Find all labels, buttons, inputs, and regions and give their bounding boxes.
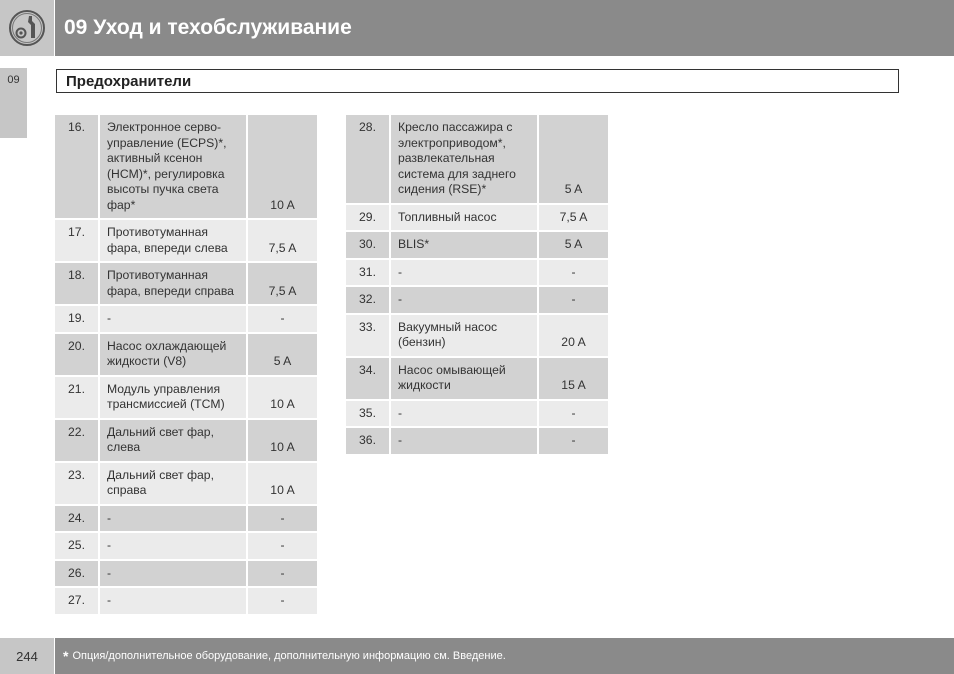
fuse-number: 33. [346, 315, 391, 358]
fuse-number: 29. [346, 205, 391, 233]
footnote-star: * [63, 648, 69, 664]
fuse-row [55, 220, 317, 263]
fuse-amperage: - [248, 533, 317, 561]
fuse-number: 16. [55, 115, 100, 220]
fuse-amperage: - [539, 260, 608, 288]
header-bar [55, 0, 954, 56]
fuse-description: - [100, 561, 248, 589]
fuse-amperage: - [248, 306, 317, 334]
fuse-row [55, 420, 317, 463]
fuse-row [346, 315, 608, 358]
fuse-description: Модуль управления трансмиссией (TCM) [100, 377, 248, 420]
fuse-amperage: 20 A [539, 315, 608, 358]
fuse-number: 30. [346, 232, 391, 260]
fuse-row [55, 533, 317, 561]
wrench-gear-icon [7, 8, 47, 48]
fuse-amperage: 15 A [539, 358, 608, 401]
fuse-description: - [391, 428, 539, 456]
fuse-amperage: 10 A [248, 377, 317, 420]
fuse-number: 18. [55, 263, 100, 306]
fuse-description: Вакуумный насос (бензин) [391, 315, 539, 358]
fuse-description: Топливный насос [391, 205, 539, 233]
fuse-description: Противотуманная фара, впереди слева [100, 220, 248, 263]
fuse-number: 25. [55, 533, 100, 561]
page-title: 09 Уход и техобслуживание [64, 16, 352, 39]
fuse-row [346, 115, 608, 205]
fuse-number: 19. [55, 306, 100, 334]
fuse-row [346, 205, 608, 233]
fuse-amperage: - [248, 561, 317, 589]
fuse-table-right [346, 115, 608, 456]
fuse-amperage: - [539, 401, 608, 429]
fuse-description: Насос омывающей жидкости [391, 358, 539, 401]
fuse-description: - [391, 401, 539, 429]
page-number: 244 [16, 648, 38, 664]
fuse-row [346, 428, 608, 456]
fuse-row [55, 561, 317, 589]
fuse-number: 24. [55, 506, 100, 534]
fuse-amperage: - [539, 428, 608, 456]
fuse-number: 17. [55, 220, 100, 263]
fuse-number: 26. [55, 561, 100, 589]
fuse-description: BLIS* [391, 232, 539, 260]
fuse-description: - [391, 260, 539, 288]
fuse-amperage: 5 A [539, 232, 608, 260]
fuse-row [55, 377, 317, 420]
chapter-tab-label: 09 [7, 74, 20, 86]
fuse-row [55, 334, 317, 377]
footnote-text: Опция/дополнительное оборудование, дополнительную информацию см. Введение. [72, 650, 506, 662]
fuse-row [55, 506, 317, 534]
fuse-table-left [55, 115, 317, 616]
fuse-description: - [100, 588, 248, 616]
fuse-description: - [100, 506, 248, 534]
chapter-tab [0, 68, 27, 138]
section-title: Предохранители [66, 73, 192, 90]
fuse-number: 35. [346, 401, 391, 429]
fuse-row [346, 260, 608, 288]
fuse-number: 34. [346, 358, 391, 401]
fuse-amperage: - [248, 506, 317, 534]
fuse-number: 27. [55, 588, 100, 616]
fuse-description: Дальний свет фар, справа [100, 463, 248, 506]
fuse-number: 31. [346, 260, 391, 288]
fuse-amperage: 10 A [248, 420, 317, 463]
fuse-description: Кресло пассажира с электроприводом*, развлекательная система для заднего сидения (RSE)* [391, 115, 539, 205]
fuse-description: - [391, 287, 539, 315]
fuse-number: 36. [346, 428, 391, 456]
fuse-row [346, 358, 608, 401]
fuse-number: 32. [346, 287, 391, 315]
fuse-row [55, 115, 317, 220]
fuse-description: - [100, 533, 248, 561]
fuse-description: Насос охлаждающей жидкости (V8) [100, 334, 248, 377]
fuse-number: 23. [55, 463, 100, 506]
fuse-amperage: 5 A [248, 334, 317, 377]
fuse-amperage: 5 A [539, 115, 608, 205]
fuse-amperage: - [248, 588, 317, 616]
fuse-amperage: 7,5 A [248, 220, 317, 263]
fuse-amperage: 10 A [248, 115, 317, 220]
footer-bar [55, 638, 954, 674]
fuse-row [55, 306, 317, 334]
fuse-number: 21. [55, 377, 100, 420]
fuse-description: Электронное серво-управление (ECPS)*, активный ксенон (HCM)*, регулировка высоты пучка света фар* [100, 115, 248, 220]
fuse-description: Противотуманная фара, впереди справа [100, 263, 248, 306]
fuse-number: 22. [55, 420, 100, 463]
fuse-row [346, 401, 608, 429]
fuse-description: Дальний свет фар, слева [100, 420, 248, 463]
fuse-number: 20. [55, 334, 100, 377]
fuse-amperage: 7,5 A [248, 263, 317, 306]
fuse-amperage: 10 A [248, 463, 317, 506]
fuse-row [55, 263, 317, 306]
fuse-description: - [100, 306, 248, 334]
section-heading [56, 69, 899, 93]
fuse-row [55, 588, 317, 616]
header-icon-box [0, 0, 54, 56]
fuse-row [346, 232, 608, 260]
page-number-box [0, 638, 54, 674]
fuse-number: 28. [346, 115, 391, 205]
fuse-row [346, 287, 608, 315]
fuse-row [55, 463, 317, 506]
fuse-amperage: - [539, 287, 608, 315]
fuse-amperage: 7,5 A [539, 205, 608, 233]
